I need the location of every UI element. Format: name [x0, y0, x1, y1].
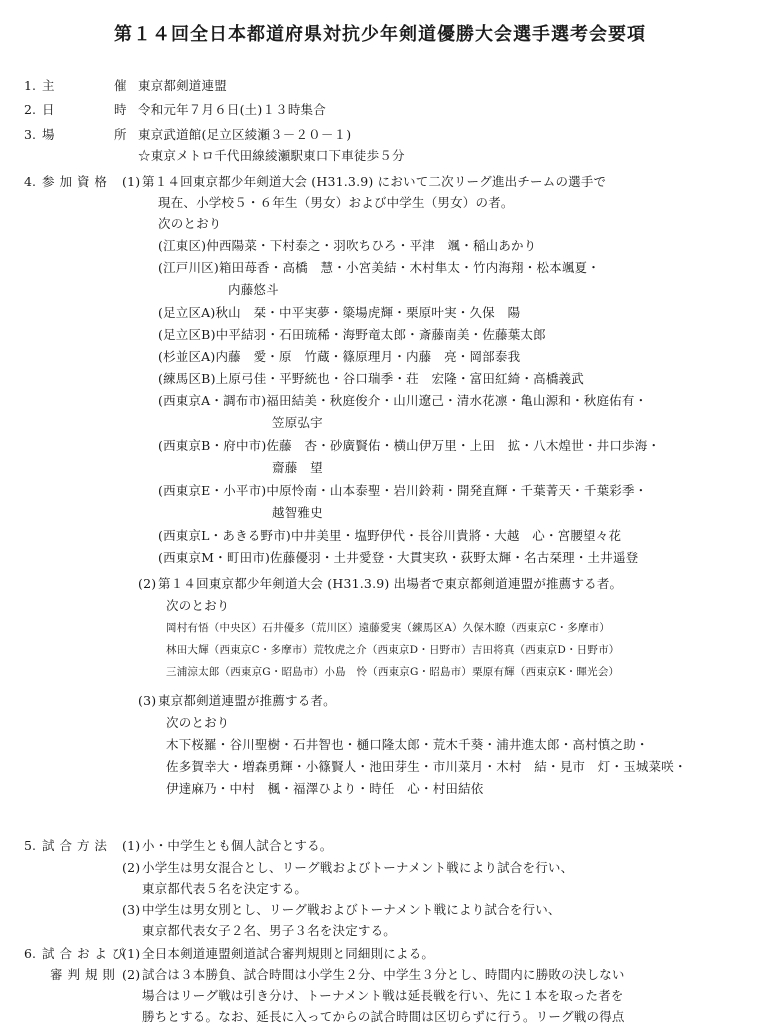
section-label: 試 合 お よ び	[42, 946, 125, 961]
item-mark: (2)	[122, 860, 141, 875]
rules-line: 場合はリーグ戦は引き分け、トーナメント戦は延長戦を行い、先に１本を取った者を	[142, 988, 624, 1003]
rules-line: 勝ちとする。なお、延長に入ってからの試合時間は区切らずに行う。リーグ戦の得点	[142, 1009, 625, 1024]
entry-text: (西東京M・町田市)佐藤優羽・土井愛登・大貫実玖・荻野太輝・名古栞理・土井遥登	[158, 550, 639, 565]
section-number: 6.	[24, 946, 36, 961]
entry-text: (練馬区B)上原弓佳・平野統也・谷口瑞季・荘 宏隆・富田紅綺・高橋義武	[158, 371, 584, 386]
eligibility-p2-row	[0, 596, 760, 620]
method-line: 東京都代表５名を決定する。	[142, 881, 308, 896]
list-item	[0, 258, 760, 282]
entry-text: (西東京B・府中市)佐藤 杏・砂廣賢佑・横山伊万里・上田 拡・八木煌世・井口歩海・	[158, 438, 661, 453]
eligibility-p1-line: 第１４回東京都少年剣道大会 (H31.3.9) において二次リーグ進出チームの選手で	[142, 174, 607, 189]
entry-text: (西東京A・調布市)福田結美・秋庭俊介・山川遼己・清水花凛・亀山源和・秋庭佑有・	[158, 393, 648, 408]
list-item	[0, 458, 760, 482]
list-item	[0, 236, 760, 260]
section-label-a: 主	[42, 78, 56, 93]
venue-line: ☆東京メトロ千代田線綾瀬駅東口下車徒歩５分	[138, 148, 405, 163]
list-item	[0, 757, 760, 781]
entry-text: 内藤悠斗	[228, 282, 279, 297]
entry-text: (西東京E・小平市)中原怜南・山本泰聖・岩川鈴莉・開発直輝・千葉菁天・千葉彩季・	[158, 483, 648, 498]
list-item	[0, 548, 760, 572]
list-item	[0, 325, 760, 349]
rules-row	[0, 1007, 760, 1031]
item-mark: (1)	[122, 174, 141, 189]
section-number: 2.	[24, 102, 36, 117]
section-number: 4.	[24, 174, 36, 189]
item-mark: (3)	[122, 902, 141, 917]
rules-line: 全日本剣道連盟剣道試合審判規則と同細則による。	[142, 946, 435, 961]
entry-text: (足立区A)秋山 栞・中平実夢・簗場虎輝・栗原叶実・久保 陽	[158, 305, 521, 320]
list-item	[0, 303, 760, 327]
eligibility-p1-line: 次のとおり	[158, 216, 222, 231]
list-item	[0, 391, 760, 415]
method-line: 小・中学生とも個人試合とする。	[142, 838, 333, 853]
list-item	[0, 503, 760, 527]
eligibility-p1-line: 現在、小学校５・６年生（男女）および中学生（男女）の者。	[158, 195, 514, 210]
entry-text: 笠原弘宇	[272, 415, 323, 430]
section-number: 3.	[24, 127, 36, 142]
entry-text: (江戸川区)箱田苺香・高橋 慧・小宮美結・木村隼太・竹内海翔・松本颯夏・	[158, 260, 600, 275]
entry-text: 越智雅史	[272, 505, 323, 520]
entry-text: 岡村有悟（中央区）石井優多（荒川区）遠藤愛実（練馬区A）久保木瞭（西東京C・多摩市）	[166, 622, 611, 634]
entry-text: (江東区)仲西陽菜・下村泰之・羽吹ちひろ・平津 颯・稲山あかり	[158, 238, 537, 253]
method-line: 中学生は男女別とし、リーグ戦およびトーナメント戦により試合を行い、	[142, 902, 561, 917]
eligibility-p3-row	[0, 713, 760, 737]
list-item	[0, 436, 760, 460]
list-item	[0, 735, 760, 759]
section-label-b: 時	[114, 102, 128, 117]
eligibility-p3-row	[0, 691, 760, 715]
page-title: 第１４回全日本都道府県対抗少年剣道優勝大会選手選考会要項	[114, 24, 646, 45]
section-number: 1.	[24, 78, 36, 93]
entry-text: 齋藤 望	[272, 460, 323, 475]
entry-text: 三浦涼太郎（西東京G・昭島市）小島 怜（西東京G・昭島市）栗原有輝（西東京K・暉光会）	[166, 666, 620, 678]
section-label: 参 加 資 格	[42, 174, 108, 189]
section-label-line2: 審 判 規 則	[50, 967, 116, 982]
eligibility-p2-line: 次のとおり	[166, 598, 230, 613]
list-item	[0, 369, 760, 393]
list-item	[0, 779, 760, 803]
list-item	[0, 526, 760, 550]
section-match-method	[0, 836, 760, 860]
item-mark: (2)	[122, 967, 141, 982]
venue-access	[0, 146, 760, 170]
eligibility-p3-line: 次のとおり	[166, 715, 230, 730]
list-item	[0, 640, 760, 664]
entry-text: 林田大輝（西東京C・多摩市）荒牧虎之介（西東京D・日野市）吉田将真（西東京D・日野市）	[166, 644, 620, 656]
item-mark: (1)	[122, 946, 141, 961]
section-organizer	[0, 76, 760, 100]
method-row	[0, 921, 760, 945]
section-label-b: 所	[114, 127, 128, 142]
section-label: 試 合 方 法	[42, 838, 108, 853]
entry-text: (足立区B)中平結羽・石田琉稀・海野竜太郎・斎藤南美・佐藤葉太郎	[158, 327, 546, 342]
eligibility-p2-row	[0, 574, 760, 598]
datetime-value: 令和元年７月６日(土)１３時集合	[138, 102, 326, 117]
item-mark: (3)	[138, 693, 157, 708]
item-mark: (2)	[138, 576, 157, 591]
eligibility-p1-row	[0, 214, 760, 238]
eligibility-p2-line: 第１４回東京都少年剣道大会 (H31.3.9) 出場者で東京都剣道連盟が推薦する者。	[158, 576, 623, 591]
entry-text: (杉並区A)内藤 愛・原 竹蔵・篠原理月・内藤 亮・岡部泰我	[158, 349, 521, 364]
venue-line: 東京武道館(足立区綾瀬３－２０－１)	[138, 127, 352, 142]
eligibility-p3-line: 東京都剣道連盟が推薦する者。	[158, 693, 336, 708]
organizer-value: 東京都剣道連盟	[138, 78, 227, 93]
section-label-a: 日	[42, 102, 56, 117]
item-mark: (1)	[122, 838, 141, 853]
rules-line: 試合は３本勝負、試合時間は小学生２分、中学生３分とし、時間内に勝敗の決しない	[142, 967, 625, 982]
method-line: 東京都代表女子２名、男子３名を決定する。	[142, 923, 397, 938]
entry-text: 木下桜羅・谷川聖樹・石井智也・樋口隆太郎・荒木千葵・浦井進太郎・高村慎之助・	[166, 737, 649, 752]
method-line: 小学生は男女混合とし、リーグ戦およびトーナメント戦により試合を行い、	[142, 860, 574, 875]
entry-text: 伊達麻乃・中村 楓・福澤ひより・時任 心・村田結依	[166, 781, 484, 796]
list-item	[0, 280, 760, 304]
list-item	[0, 662, 760, 686]
list-item	[0, 618, 760, 642]
list-item	[0, 413, 760, 437]
entry-text: (西東京L・あきる野市)中井美里・塩野伊代・長谷川貴將・大越 心・宮腰望々花	[158, 528, 622, 543]
section-label-b: 催	[114, 78, 128, 93]
section-number: 5.	[24, 838, 36, 853]
list-item	[0, 481, 760, 505]
entry-text: 佐多賀幸大・増森勇輝・小篠賢人・池田芽生・市川菜月・木村 結・見市 灯・玉城菜咲・	[166, 759, 687, 774]
section-label-a: 場	[42, 127, 56, 142]
section-datetime	[0, 100, 760, 124]
list-item	[0, 347, 760, 371]
